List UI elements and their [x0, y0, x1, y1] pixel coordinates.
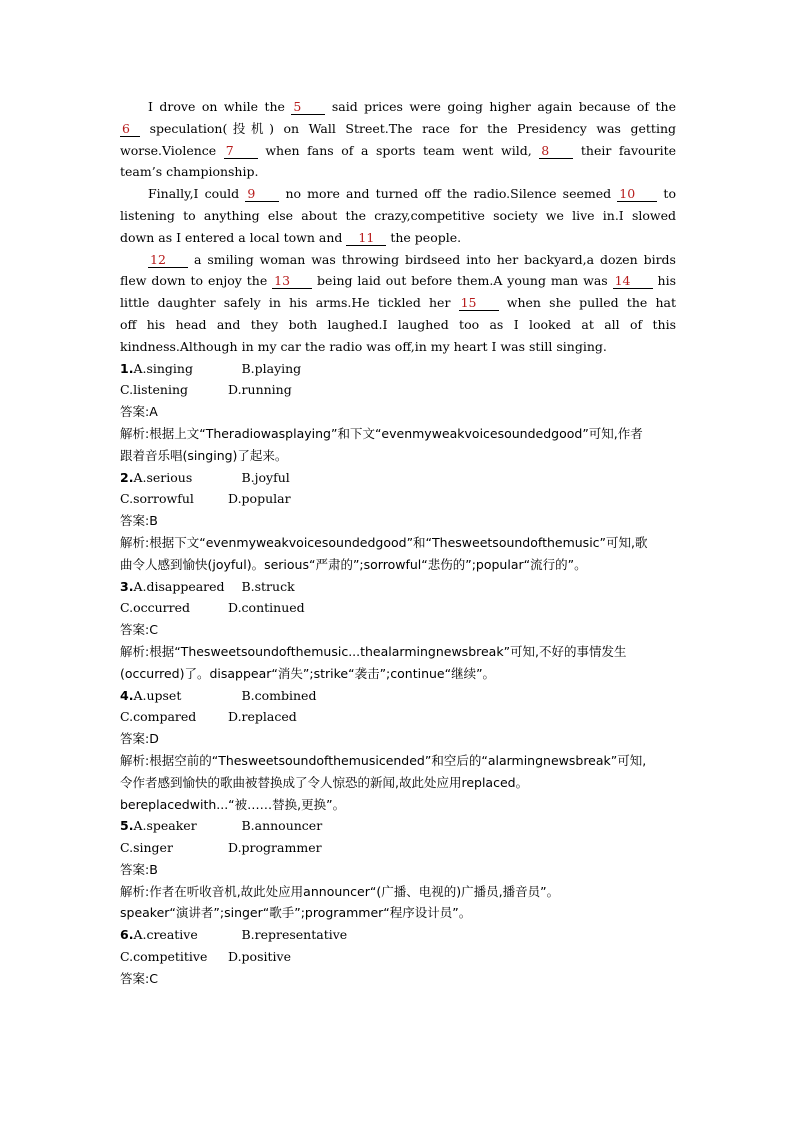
options-row [120, 597, 676, 619]
option-b: B.combined [241, 687, 317, 703]
options-row [120, 358, 676, 380]
passage-text: when fans of a sports team went wild, [265, 142, 532, 158]
cloze-passage [120, 96, 676, 358]
passage-text: team’s championship. [120, 164, 259, 180]
answer: 答案:D [120, 731, 159, 747]
option-c: C.competitive [120, 949, 208, 965]
passage-line [120, 161, 676, 183]
explanation-line: 曲令人感到愉快(joyful)。serious“严肃的”;sorrowful“悲伤的”;popular“流行的”。 [120, 556, 587, 572]
passage-line [120, 96, 676, 118]
option-a: A.serious [133, 469, 193, 485]
passage-line [120, 336, 676, 358]
option-a: A.speaker [133, 818, 197, 834]
option-b: B.playing [241, 360, 302, 376]
explanation-line: 解析:根据下文“evenmyweakvoicesoundedgood”和“Thesweetsoundofthemusic”可知,歌 [120, 534, 648, 550]
explanation-line: (occurred)了。disappear“消失”;strike“袭击”;continue“继续”。 [120, 665, 496, 681]
explanation-line: speaker“演讲者”;singer“歌手”;programmer“程序设计员”。 [120, 905, 472, 921]
options-row [120, 685, 676, 707]
explanation-line: 跟着音乐唱(singing)了起来。 [120, 447, 288, 463]
question-4 [120, 685, 676, 816]
answer: 答案:B [120, 513, 158, 529]
blank-13: 13 [272, 274, 312, 289]
explanation-line: 令作者感到愉快的歌曲被替换成了令人惊恐的新闻,故此处应用replaced。 [120, 774, 529, 790]
passage-line [120, 249, 676, 271]
options-row [120, 815, 676, 837]
passage-line [120, 118, 676, 140]
blank-9: 9 [245, 187, 279, 202]
option-a: A.creative [133, 927, 198, 943]
passage-line [120, 314, 676, 336]
document-content [120, 96, 676, 990]
answer: 答案:C [120, 622, 158, 638]
blank-7: 7 [224, 144, 258, 159]
option-d: D.popular [228, 491, 291, 507]
option-d: D.running [228, 382, 292, 398]
passage-line [120, 270, 676, 292]
blank-15: 15 [459, 296, 499, 311]
passage-line [120, 227, 676, 249]
passage-text: listening to anything else about the crazy,competitive society we live in.I slowed [120, 207, 676, 223]
passage-text: off his head and they both laughed.I laughed too as I looked at all of this [120, 316, 676, 332]
blank-14: 14 [613, 274, 653, 289]
question-number: 5. [120, 818, 134, 834]
option-b: B.representative [241, 927, 348, 943]
options-row [120, 488, 676, 510]
options-row [120, 379, 676, 401]
passage-text: down as I entered a local town and [120, 229, 343, 245]
passage-text: the people. [390, 229, 462, 245]
passage-line [120, 183, 676, 205]
passage-line [120, 292, 676, 314]
answer: 答案:C [120, 970, 158, 986]
option-b: B.announcer [241, 818, 323, 834]
options-row [120, 837, 676, 859]
passage-text: a smiling woman was throwing birdseed into her backyard,a dozen birds [193, 251, 676, 267]
passage-text: speculation(投机) on Wall Street.The race for the Presidency was getting [149, 120, 676, 136]
question-3 [120, 576, 676, 685]
options-row [120, 706, 676, 728]
question-6 [120, 924, 676, 989]
passage-text: their favourite [580, 142, 676, 158]
question-number: 6. [120, 927, 134, 943]
explanation-line: 解析:根据上文“Theradiowasplaying”和下文“evenmyweakvoicesoundedgood”可知,作者 [120, 425, 643, 441]
passage-text: little daughter safely in his arms.He tickled her [120, 295, 451, 311]
option-d: D.continued [228, 600, 305, 616]
option-d: D.programmer [228, 840, 322, 856]
passage-text: his [657, 273, 676, 289]
passage-text: to [663, 186, 676, 202]
option-b: B.struck [241, 578, 295, 594]
passage-text: no more and turned off the radio.Silence seemed [285, 186, 612, 202]
blank-12: 12 [148, 253, 188, 268]
question-number: 4. [120, 687, 134, 703]
option-c: C.listening [120, 382, 189, 398]
passage-line [120, 205, 676, 227]
question-2 [120, 467, 676, 576]
passage-text: flew down to enjoy the [120, 273, 268, 289]
option-d: D.positive [228, 949, 291, 965]
question-number: 3. [120, 578, 134, 594]
explanation-line: 解析:作者在听收音机,故此处应用announcer“(广播、电视的)广播员,播音员”。 [120, 883, 560, 899]
option-a: A.disappeared [133, 578, 225, 594]
question-number: 1. [120, 360, 134, 376]
option-c: C.compared [120, 709, 197, 725]
passage-text: kindness.Although in my car the radio was off,in my heart I was still singing. [120, 338, 607, 354]
options-row [120, 924, 676, 946]
question-number: 2. [120, 469, 134, 485]
option-b: B.joyful [241, 469, 290, 485]
option-c: C.sorrowful [120, 491, 194, 507]
answer: 答案:B [120, 861, 158, 877]
blank-11: 11 [346, 231, 386, 246]
question-5 [120, 815, 676, 924]
passage-text: when she pulled the hat [506, 295, 676, 311]
passage-text: I drove on while the [148, 99, 285, 114]
options-row [120, 946, 676, 968]
option-c: C.occurred [120, 600, 191, 616]
blank-10: 10 [617, 187, 657, 202]
options-row [120, 576, 676, 598]
options-row [120, 467, 676, 489]
option-a: A.upset [133, 687, 182, 703]
blank-6: 6 [120, 122, 140, 137]
answer: 答案:A [120, 404, 158, 420]
question-1 [120, 358, 676, 467]
passage-text: Finally,I could [148, 186, 240, 202]
passage-text: worse.Violence [120, 142, 217, 158]
option-d: D.replaced [228, 709, 297, 725]
option-c: C.singer [120, 840, 173, 856]
explanation-line: bereplacedwith...“被……替换,更换”。 [120, 796, 346, 812]
blank-5: 5 [291, 100, 325, 115]
option-a: A.singing [133, 360, 193, 376]
blank-8: 8 [539, 144, 573, 159]
explanation-line: 解析:根据空前的“Thesweetsoundofthemusicended”和空后的“alarmingnewsbreak”可知, [120, 752, 647, 768]
passage-line [120, 140, 676, 162]
explanation-line: 解析:根据“Thesweetsoundofthemusic...thealarmingnewsbreak”可知,不好的事情发生 [120, 643, 627, 659]
passage-text: being laid out before them.A young man was [317, 273, 608, 289]
passage-text: said prices were going higher again because of the [331, 99, 676, 114]
